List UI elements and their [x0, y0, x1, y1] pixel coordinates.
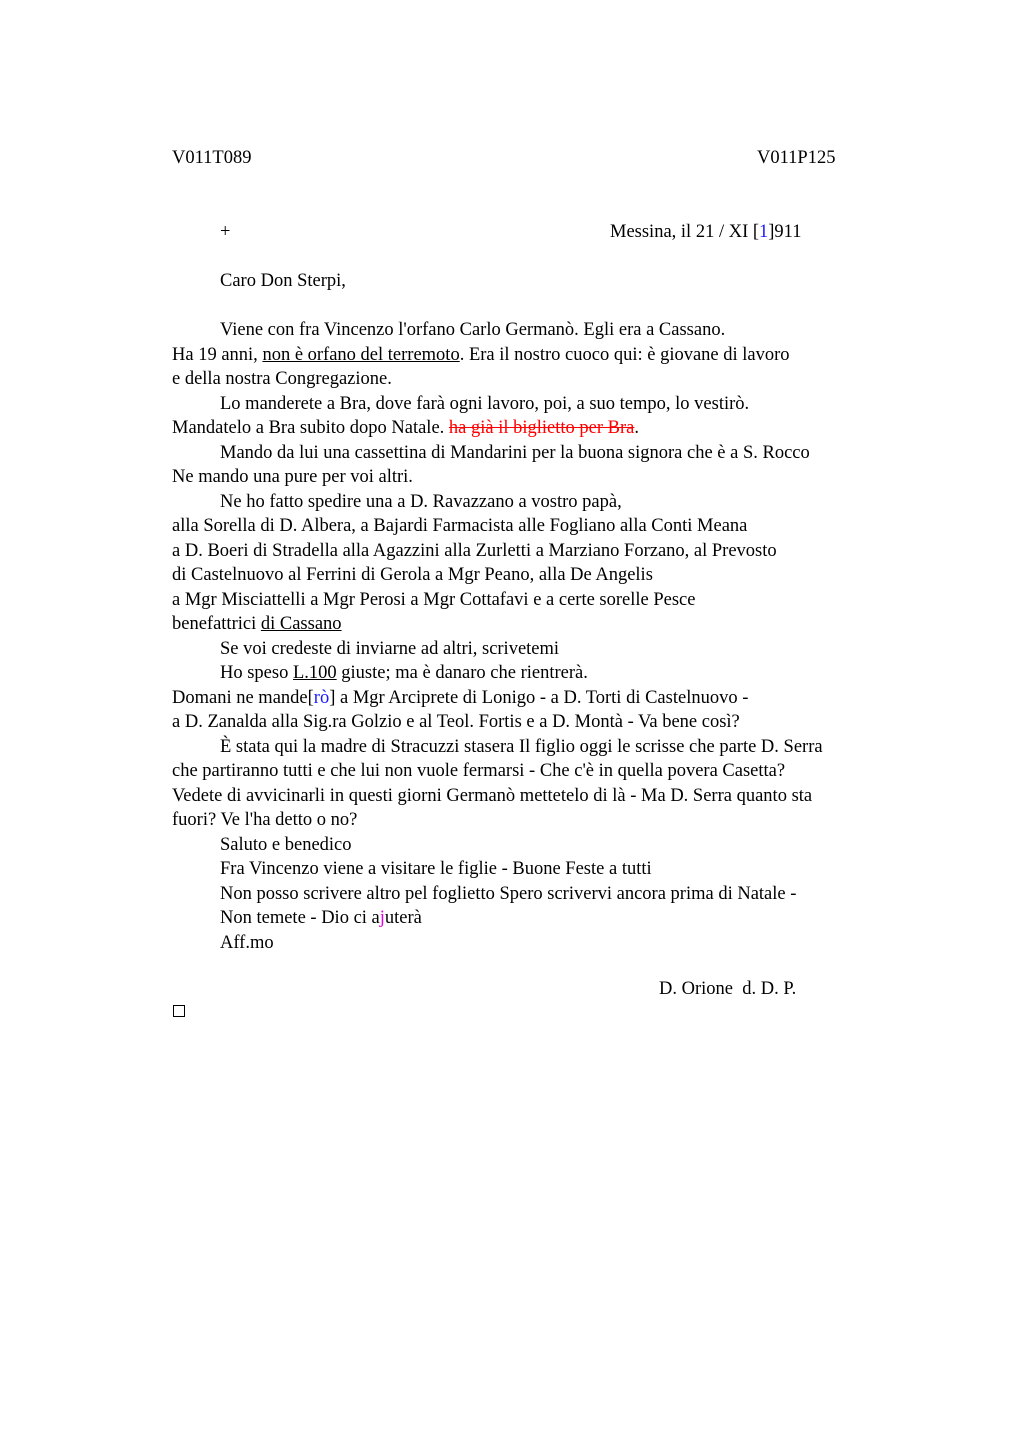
body-line: Vedete di avvicinarli in questi giorni Germanò mettetelo di là - Ma D. Serra quanto sta — [172, 785, 813, 806]
body-line: Aff.mo — [220, 932, 274, 953]
body-line: a D. Zanalda alla Sig.ra Golzio e al Teol. Fortis e a D. Montà - Va bene così? — [172, 712, 740, 732]
underlined-text: non è orfano del terremoto — [262, 344, 460, 365]
body-line: Ho speso L.100 giuste; ma è danaro che rientrerà. — [220, 663, 588, 683]
body-line: Non temete - Dio ci ajuterà — [220, 908, 422, 928]
deleted-text: ha già il biglietto per Bra — [448, 418, 635, 438]
underlined-text: L.100 — [292, 663, 337, 683]
body-line: Lo manderete a Bra, dove farà ogni lavoro, poi, a suo tempo, lo vestirò. — [220, 393, 750, 414]
body-line: e della nostra Congregazione. — [172, 369, 392, 389]
spelling-mark: j — [379, 908, 385, 928]
body-line: Fra Vincenzo viene a visitare le figlie - Buone Feste a tutti — [220, 859, 652, 879]
cross-symbol: + — [220, 222, 231, 242]
body-line: Viene con fra Vincenzo l'orfano Carlo Germanò. Egli era a Cassano. — [220, 320, 726, 340]
end-of-document-square-icon — [173, 1005, 185, 1017]
editorial-insert: rò — [313, 687, 330, 708]
letter-signature: D. Orione d. D. P. — [659, 979, 797, 999]
body-line: Mandatelo a Bra subito dopo Natale. ha già il biglietto per Bra. — [172, 418, 640, 438]
date-suffix: ]911 — [768, 222, 802, 242]
body-line: È stata qui la madre di Stracuzzi stasera Il figlio oggi le scrisse che parte D. Serra — [220, 736, 823, 757]
date-editorial-insert: 1 — [759, 222, 769, 242]
letter-dateline — [610, 221, 802, 243]
body-line: a D. Boeri di Stradella alla Agazzini alla Zurletti a Marziano Forzano, al Prevosto — [172, 540, 777, 561]
letter-body — [172, 318, 912, 955]
body-line: Mando da lui una cassettina di Mandarini per la buona signora che è a S. Rocco — [220, 442, 810, 463]
body-line: benefattrici di Cassano — [172, 614, 342, 634]
document-code-left: V011T089 — [172, 148, 252, 168]
body-line: Ha 19 anni, non è orfano del terremoto. Era il nostro cuoco qui: è giovane di lavoro — [172, 344, 790, 365]
letter-salutation: Caro Don Sterpi, — [220, 271, 346, 291]
body-line: a Mgr Misciattelli a Mgr Perosi a Mgr Cottafavi e a certe sorelle Pesce — [172, 589, 696, 610]
body-line: Ne mando una pure per voi altri. — [172, 467, 413, 487]
body-line: Domani ne mande[rò] a Mgr Arciprete di Lonigo - a D. Torti di Castelnuovo - — [172, 687, 749, 708]
body-line: di Castelnuovo al Ferrini di Gerola a Mgr Peano, alla De Angelis — [172, 565, 653, 585]
document-code-right: V011P125 — [757, 148, 836, 168]
underlined-text: di Cassano — [260, 614, 342, 634]
body-line: Non posso scrivere altro pel foglietto Spero scrivervi ancora prima di Natale - — [220, 883, 797, 904]
date-prefix: Messina, il 21 / XI [ — [610, 222, 760, 242]
body-line: fuori? Ve l'ha detto o no? — [172, 810, 358, 830]
body-line: che partiranno tutti e che lui non vuole fermarsi - Che c'è in quella povera Casetta? — [172, 761, 786, 781]
body-line: alla Sorella di D. Albera, a Bajardi Farmacista alle Fogliano alla Conti Meana — [172, 516, 748, 536]
body-line: Ne ho fatto spedire una a D. Ravazzano a vostro papà, — [220, 491, 622, 512]
body-line: Se voi credeste di inviarne ad altri, scrivetemi — [220, 638, 560, 659]
body-line: Saluto e benedico — [220, 834, 352, 855]
